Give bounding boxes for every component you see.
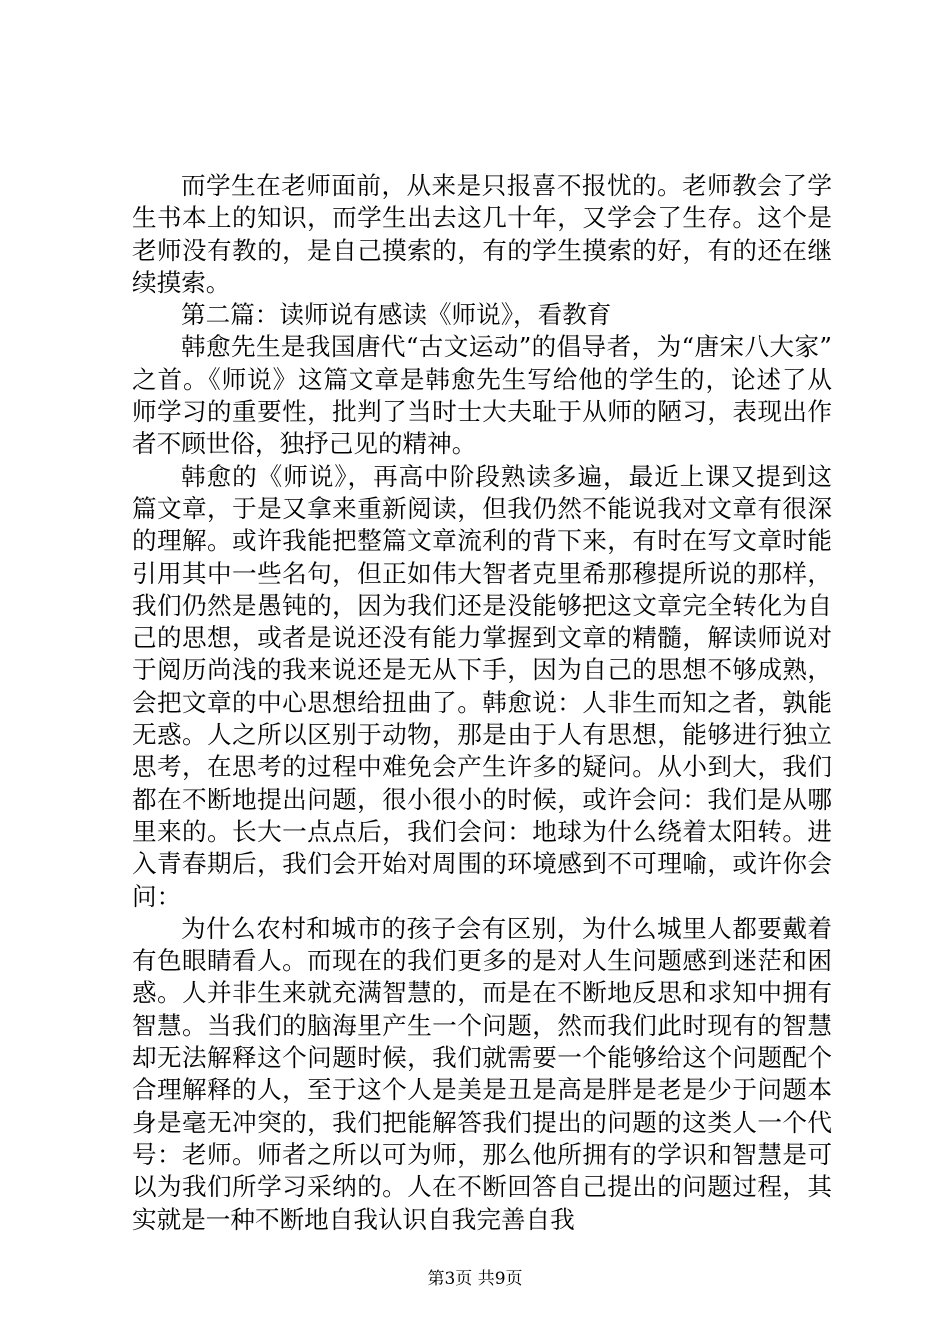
paragraph: 为什么农村和城市的孩子会有区别，为什么城里人都要戴着有色眼睛看人。而现在的我们更多的是对人生问题感到迷茫和困惑。人并非生来就充满智慧的，而是在不断地反思和求知中拥有智慧。当我们的脑海里产生一个问题，然而我们此时现有的智慧却无法解释这个问题时候，我们就需要一个能够给这个问题配个合理解释的人，至于这个人是美是丑是高是胖是老是少于问题本身是毫无冲突的，我们把能解答我们提出的问题的这类人一个代号：老师。师者之所以可为师，那么他所拥有的学识和智慧是可以为我们所学习采纳的。人在不断回答自己提出的问题过程，其实就是一种不断地自我认识自我完善自我 [132, 913, 832, 1234]
section-heading: 第二篇：读师说有感读《师说》，看教育 [181, 300, 612, 330]
paragraph: 而学生在老师面前，从来是只报喜不报忧的。老师教会了学生书本上的知识，而学生出去这几十年，又学会了生存。这个是老师没有教的，是自己摸索的，有的学生摸索的好，有的还在继续摸索。 [132, 171, 832, 297]
page-footer [0, 1268, 950, 1290]
paragraph: 韩愈先生是我国唐代“古文运动”的倡导者，为“唐宋八大家”之首。《师说》这篇文章是韩愈先生写给他的学生的，论述了从师学习的重要性，批判了当时士大夫耻于从师的陋习，表现出作者不顾世俗，独抒己见的精神。 [132, 332, 832, 459]
page-number-label: 第3页 共9页 [427, 1269, 523, 1289]
paragraph: 韩愈的《师说》，再高中阶段熟读多遍，最近上课又提到这篇文章，于是又拿来重新阅读，但我仍然不能说我对文章有很深的理解。或许我能把整篇文章流利的背下来，有时在写文章时能引用其中一些名句，但正如伟大智者克里希那穆提所说的那样，我们仍然是愚钝的，因为我们还是没能够把这文章完全转化为自己的思想，或者是说还没有能力掌握到文章的精髓，解读师说对于阅历尚浅的我来说还是无从下手，因为自己的思想不够成熟，会把文章的中心思想给扭曲了。韩愈说：人非生而知之者，孰能无惑。人之所以区别于动物，那是由于人有思想，能够进行独立思考，在思考的过程中难免会产生许多的疑问。从小到大，我们都在不断地提出问题，很小很小的时候，或许会问：我们是从哪里来的。长大一点点后，我们会问：地球为什么绕着太阳转。进入青春期后，我们会开始对周围的环境感到不可理喻，或许你会问： [132, 461, 832, 911]
document-body [132, 170, 832, 1236]
